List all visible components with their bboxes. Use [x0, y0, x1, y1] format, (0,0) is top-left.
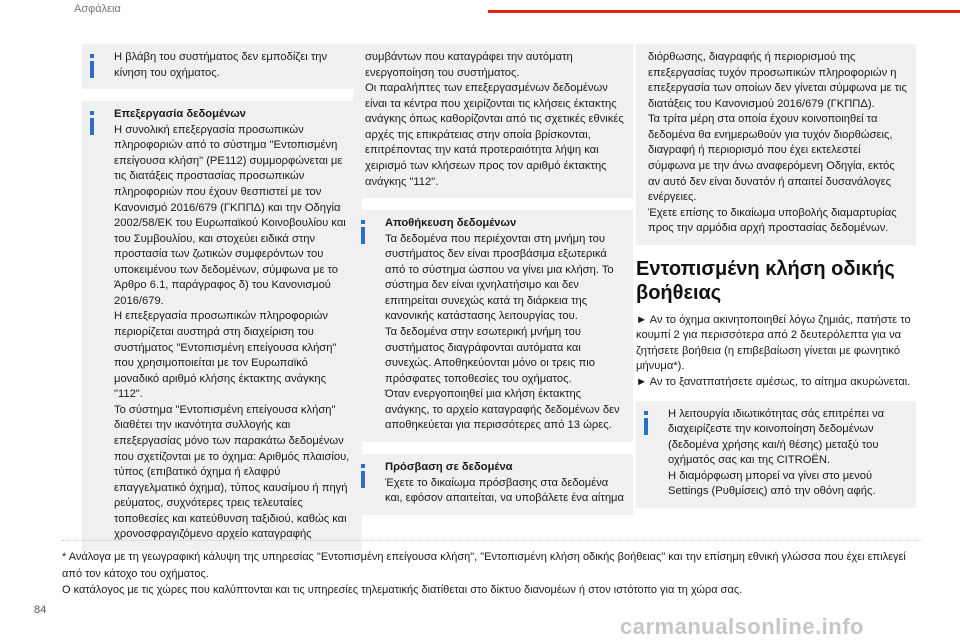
note-paragraph: Η διαμόρφωση μπορεί να γίνει στο μενού Settings (Ρυθμίσεις) από την οθόνη αφής. — [668, 469, 876, 498]
page-number: 84 — [34, 604, 47, 616]
note-paragraph: Τα δεδομένα που περιέχονται στη μνήμη του συστήματος δεν είναι προσβάσιμα εξωτερικά από το σύστημα ώσπου να γίνει μια κλήση. Το σύστημα δεν είναι ιχνηλατήσιμο και δεν επιτηρείται συνεχώς κατά τη διάρκεια της κανονικής κατάστασης λειτουργίας του. — [385, 232, 614, 323]
note-title: Πρόσβαση σε δεδομένα — [385, 460, 513, 473]
watermark: carmanualsonline.info — [620, 614, 864, 639]
instruction-step: ► Αν το ξανατπατήσετε αμέσως, το αίτημα ακυρώνεται. — [636, 376, 911, 388]
note-paragraph: Η επεξεργασία προσωπικών πληροφοριών περιορίζεται αυστηρά στη διαχείριση του συστήματος "Εντοπισμένη επείγουσα κλήση" που χρησιμοποιείται με τον Ευρωπαϊκό μοναδικό αριθμό κλήσης έκτακτης ανάγκης "112". — [114, 310, 337, 401]
column-2 — [353, 44, 633, 527]
note-paragraph: Τα δεδομένα στην εσωτερική μνήμη του συστήματος διαγράφονται αυτόματα και συνεχώς. Αποθηκεύονται μόνο οι τρεις πιο πρόσφατες τοποθεσίες του οχήματος. — [385, 326, 596, 385]
header-accent-bar — [488, 10, 960, 13]
note-paragraph: διόρθωσης, διαγραφής ή περιορισμού της επεξεργασίας τυχόν προσωπικών πληροφοριών η επεξεργασία των οποίων δεν γίνεται σύμφωνα με τις διατάξεις του Κανονισμού 2016/679 (ΓΚΠΠΔ). — [648, 51, 907, 110]
column-1 — [82, 44, 362, 563]
info-icon — [359, 464, 367, 488]
footnote — [62, 540, 922, 599]
info-note-data-access — [353, 454, 633, 515]
note-paragraph: Η συνολική επεξεργασία προσωπικών πληροφοριών από το σύστημα "Εντοπισμένη επείγουσα κλήση" (PE112) συμμορφώνεται με τις διατάξεις προστασίας προσωπικών πληροφοριών που έχουν θεσπιστεί με τον Κανονισμό 2016/679 (ΓΚΠΠΔ) και την Οδηγία 2002/58/ΕΚ του Ευρωπαϊκού Κοινοβουλίου και του Συμβουλίου, και στοχεύει ειδικά στην προστασία των ζωτικών συμφερόντων του υποκειμένου των δεδομένων, σύμφωνα με το Άρθρο 6.1, παράγραφος δ) του Κανονισμού 2016/679. — [114, 123, 346, 307]
info-note-data-processing — [82, 101, 362, 551]
info-note — [82, 44, 362, 89]
column-3 — [636, 44, 916, 520]
instruction-step: ► Αν το όχημα ακινητοποιηθεί λόγω ζημιάς, πατήστε το κουμπί 2 για περισσότερα από 2 δευτερόλεπτα για να ζητήσετε βοήθεια (η επιβεβαίωση γίνεται με φωνητικό μήνυμα*). — [636, 313, 911, 373]
info-icon — [88, 54, 96, 78]
footnote-line: * Ανάλογα με τη γεωγραφική κάλυψη της υπηρεσίας "Εντοπισμένη επείγουσα κλήση", "Εντοπισμένη κλήση οδικής βοήθειας" και την επίσημη εθνική γλώσσα που έχει επιλεγεί από τον κάτοχο του οχήματος. — [62, 551, 906, 580]
note-paragraph: Οι παραλήπτες των επεξεργασμένων δεδομένων είναι τα κέντρα που χειρίζονται τις κλήσεις έκτακτης ανάγκης όπως καθορίζονται από τις σχετικές εθνικές αρχές της επικράτειας στην οποία βρίσκονται, επιτρέποντας την κατά προτεραιότητα λήψη και χειρισμό των κλήσεων προς τον αριθμό έκτακτης ανάγκης "112". — [365, 82, 624, 188]
note-text: Η βλάβη του συστήματος δεν εμποδίζει την κίνηση του οχήματος. — [114, 51, 328, 79]
info-icon — [642, 411, 650, 435]
note-paragraph: συμβάντων που καταγράφει την αυτόματη ενεργοποίηση του συστήματος. — [365, 51, 573, 79]
note-title: Αποθήκευση δεδομένων — [385, 217, 517, 230]
info-note-continued — [636, 44, 916, 245]
info-note-data-storage — [353, 210, 633, 442]
note-paragraph: Έχετε το δικαίωμα πρόσβασης στα δεδομένα και, εφόσον απαιτείται, να υποβάλετε ένα αίτημα — [385, 476, 624, 505]
info-note-continued — [353, 44, 633, 198]
note-paragraph: Όταν ενεργοποιηθεί μια κλήση έκτακτης ανάγκης, το αρχείο καταγραφής δεδομένων δεν αποθηκεύεται για περισσότερες από 13 ώρες. — [385, 388, 620, 432]
note-paragraph: Τα τρίτα μέρη στα οποία έχουν κοινοποιηθεί τα δεδομένα θα ενημερωθούν για τυχόν διορθώσεις, διαγραφή ή περιορισμό που έχει εκτελεστεί σύμφωνα με την άνω αναφερόμενη Οδηγία, εκτός αν αυτό δεν είναι δυνατόν ή απαιτεί δυσανάλογες ενέργειες. — [648, 113, 895, 204]
info-icon — [359, 220, 367, 244]
note-paragraph: Έχετε επίσης το δικαίωμα υποβολής διαμαρτυρίας προς την αρμόδια αρχή προστασίας δεδομένων. — [648, 206, 897, 235]
footnote-line: Ο κατάλογος με τις χώρες που καλύπτονται και τις υπηρεσίες τηλεματικής διατίθεται στο δίκτυο διανομέων ή στον ιστότοπο για τη χώρα σας. — [62, 584, 743, 596]
section-heading: Εντοπισμένη κλήση οδικής βοήθειας — [636, 257, 895, 304]
info-icon — [88, 111, 96, 135]
note-title: Επεξεργασία δεδομένων — [114, 108, 246, 121]
info-note-privacy — [636, 401, 916, 508]
note-paragraph: Το σύστημα "Εντοπισμένη επείγουσα κλήση" διαθέτει την ικανότητα συλλογής και επεξεργασίας μόνο των παρακάτω δεδομένων που σχετίζονται με το όχημα: Αριθμός πλαισίου, τύπος (επιβατικό όχημα ή ελαφρύ επαγγελματικό όχημα), τύπος καυσίμου ή πηγή ρεύματος, συχνότερες τρεις τελευταίες τοποθεσίες και κατεύθυνση ταξιδιού, καθώς και χρονοσφραγιζόμενο αρχείο καταγραφής — [114, 403, 350, 541]
note-paragraph: Η λειτουργία ιδιωτικότητας σάς επιτρέπει να διαχειρίζεστε την κοινοποίηση δεδομένων (δεδομένα χρήσης και/ή θέσης) μεταξύ του οχήματός σας και της CITROËN. — [668, 407, 885, 467]
section-title: Ασφάλεια — [74, 3, 121, 15]
instruction-steps — [636, 313, 916, 391]
